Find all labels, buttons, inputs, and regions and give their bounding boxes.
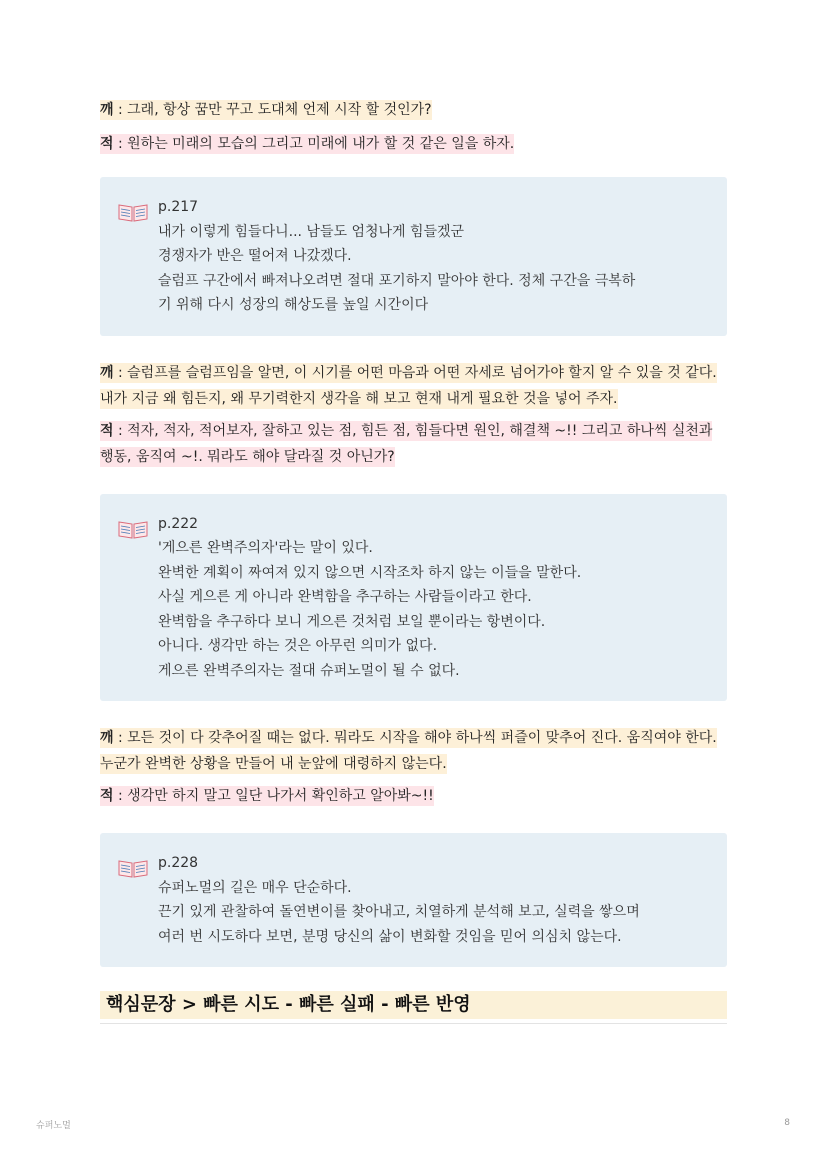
quote-callout <box>100 833 727 967</box>
dialog-jeok <box>100 131 727 157</box>
quote-page-number: p.222 <box>158 515 199 532</box>
quote-line: 기 위해 다시 성장의 해상도를 높일 시간이다 <box>158 297 429 313</box>
dialog-text: 적자, 적자, 적어보자, 잘하고 있는 점, 힘든 점, 힘들다면 원인, 해결책 ~!! 그리고 하나씩 실천과 행동, 움직여 ~!. 뭐라도 해야 달라질 것 아닌가? <box>100 422 713 465</box>
quote-line: 사실 게으른 게 아니라 완벽함을 추구하는 사람들이라고 한다. <box>158 589 532 605</box>
quote-page-number: p.217 <box>158 199 199 215</box>
speaker-label: 적 <box>100 788 114 804</box>
dialog-kkae <box>100 97 727 123</box>
key-sentence-heading: 핵심문장 > 빠른 시도 - 빠른 실패 - 빠른 반영 <box>100 991 727 1019</box>
footer-page-number: 8 <box>784 1118 790 1128</box>
dialog-text: 그래, 항상 꿈만 꾸고 도대체 언제 시작 할 것인가? <box>127 102 432 118</box>
dialog-text: 슬럼프를 슬럼프임을 알면, 이 시기를 어떤 마음과 어떤 자세로 넘어가야 할지 알 수 있을 것 같다. 내가 지금 왜 힘든지, 왜 무기력한지 생각을 해 보고 현재 내게 필요한 것을 넣어 주자. <box>100 364 717 407</box>
speaker-separator: : <box>113 730 128 746</box>
speaker-label: 적 <box>100 422 114 439</box>
quote-line: 완벽함을 추구하다 보니 게으른 것처럼 보일 뿐이라는 항변이다. <box>158 613 546 630</box>
divider <box>100 1023 727 1024</box>
dialog-kkae <box>100 725 727 777</box>
quote-line: 완벽한 계획이 짜여져 있지 않으면 시작조차 하지 않는 이들을 말한다. <box>158 564 582 581</box>
dialog-text: 생각만 하지 말고 일단 나가서 확인하고 알아봐~!! <box>127 788 434 804</box>
quote-line: 끈기 있게 관찰하여 돌연변이를 찾아내고, 치열하게 분석해 보고, 실력을 쌓으며 <box>158 904 640 920</box>
speaker-label: 적 <box>100 136 114 152</box>
speaker-label: 깨 <box>100 364 114 381</box>
quote-line: 게으른 완벽주의자는 절대 슈퍼노멀이 될 수 없다. <box>158 662 460 679</box>
dialog-text: 원하는 미래의 모습의 그리고 미래에 내가 할 것 같은 일을 하자. <box>127 136 515 152</box>
dialog-jeok <box>100 418 727 470</box>
speaker-separator: : <box>113 422 128 439</box>
quote-line: 내가 이렇게 힘들다니... 남들도 엄청나게 힘들겠군 <box>158 223 465 240</box>
dialog-jeok <box>100 783 727 809</box>
quote-line: 슬럼프 구간에서 빠져나오려면 절대 포기하지 말아야 한다. 정체 구간을 극복하 <box>158 272 636 289</box>
open-book-icon <box>118 518 148 540</box>
quote-line: 여러 번 시도하다 보면, 분명 당신의 삶이 변화할 것임을 믿어 의심치 않는다. <box>158 928 622 945</box>
speaker-separator: : <box>113 136 128 152</box>
footer-book-title: 슈퍼노멀 <box>36 1121 71 1131</box>
quote-line: '게으른 완벽주의자'라는 말이 있다. <box>158 540 373 556</box>
quote-line: 경쟁자가 반은 떨어져 나갔겠다. <box>158 248 352 264</box>
quote-line: 아니다. 생각만 하는 것은 아무런 의미가 없다. <box>158 638 438 654</box>
quote-callout <box>100 177 727 336</box>
page-content <box>100 97 727 1024</box>
speaker-label: 깨 <box>100 102 114 118</box>
open-book-icon <box>118 857 148 879</box>
quote-callout <box>100 494 727 702</box>
speaker-separator: : <box>113 788 128 804</box>
quote-page-number: p.228 <box>158 855 199 871</box>
open-book-icon <box>118 201 148 223</box>
dialog-kkae <box>100 360 727 412</box>
dialog-text: 모든 것이 다 갖추어질 때는 없다. 뭐라도 시작을 해야 하나씩 퍼즐이 맞추어 진다. 움직여야 한다. 누군가 완벽한 상황을 만들어 내 눈앞에 대령하지 않는다. <box>100 730 717 772</box>
speaker-label: 깨 <box>100 730 114 746</box>
speaker-separator: : <box>113 102 128 118</box>
quote-line: 슈퍼노멀의 길은 매우 단순하다. <box>158 879 352 896</box>
speaker-separator: : <box>113 364 128 381</box>
